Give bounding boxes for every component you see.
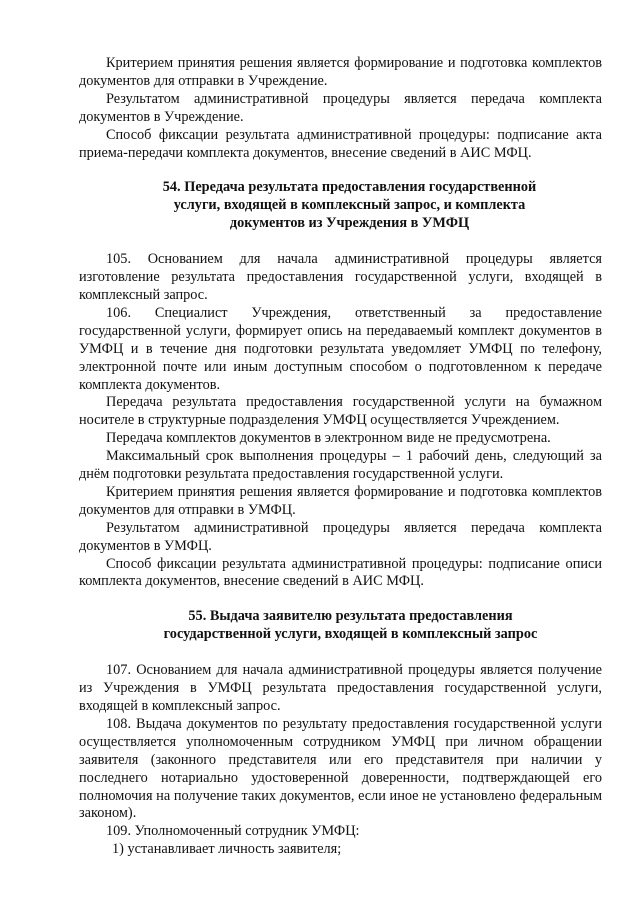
paragraph: 106. Специалист Учреждения, ответственный за предоставление государственной услуги, формирует опись на передаваемый комплект документов в УМФЦ и в течение дня подготовки результата уведомляет УМФЦ по телефону, электронной почте или иным доступным способом о подготовленном к передаче комплекта документов. (79, 304, 602, 393)
heading-line: услуги, входящей в комплексный запрос, и комплекта (173, 197, 526, 214)
paragraph: Передача комплектов документов в электронном виде не предусмотрена. (106, 430, 551, 447)
paragraph: Критерием принятия решения является формирование и подготовка комплектов документов для отправки в УМФЦ. (79, 483, 602, 518)
paragraph: Критерием принятия решения является формирование и подготовка комплектов документов для отправки в Учреждение. (79, 55, 602, 89)
heading-line: документов из Учреждения в УМФЦ (229, 215, 470, 232)
paragraph: Результатом административной процедуры является передача комплекта документов в УМФЦ. (79, 519, 602, 554)
paragraph: 105. Основанием для начала административной процедуры является изготовление результата предоставления государственной услуги, входящей в комплексный запрос. (79, 251, 602, 303)
section-heading-55 (79, 608, 602, 644)
paragraph: Способ фиксации результата административной процедуры: подписание описи комплекта документов, внесение сведений в АИС МФЦ. (79, 555, 602, 590)
heading-line: 54. Передача результата предоставления государственной (162, 179, 537, 196)
list-item: 1) устанавливает личность заявителя; (112, 841, 342, 858)
heading-line: 55. Выдача заявителю результата предоставления (188, 608, 513, 625)
paragraph: Результатом административной процедуры является передача комплекта документов в Учреждение. (79, 90, 602, 125)
paragraph: 109. Уполномоченный сотрудник УМФЦ: (106, 823, 360, 840)
document-page (79, 55, 602, 859)
paragraph: Передача результата предоставления государственной услуги на бумажном носителе в структурные подразделения УМФЦ осуществляется Учреждением. (79, 394, 602, 429)
section-heading-54 (79, 179, 602, 233)
paragraph: 107. Основанием для начала административной процедуры является получение из Учреждения в УМФЦ результата предоставления государственной услуги, входящей в комплексный запрос. (79, 662, 602, 714)
paragraph: 108. Выдача документов по результату предоставления государственной услуги осуществляется уполномоченным сотрудником УМФЦ при личном обращении заявителя (законного представителя или его представителя при наличии у последнего нотариально удостоверенной доверенности, подтверждающей его полномочия на получение таких документов, если иное не установлено федеральным законом). (79, 715, 602, 822)
paragraph: Максимальный срок выполнения процедуры – 1 рабочий день, следующий за днём подготовки результата предоставления государственной услуги. (79, 448, 602, 483)
heading-line: государственной услуги, входящей в комплексный запрос (163, 626, 538, 643)
paragraph: Способ фиксации результата административной процедуры: подписание акта приема-передачи комплекта документов, внесение сведений в АИС МФЦ. (79, 126, 602, 161)
